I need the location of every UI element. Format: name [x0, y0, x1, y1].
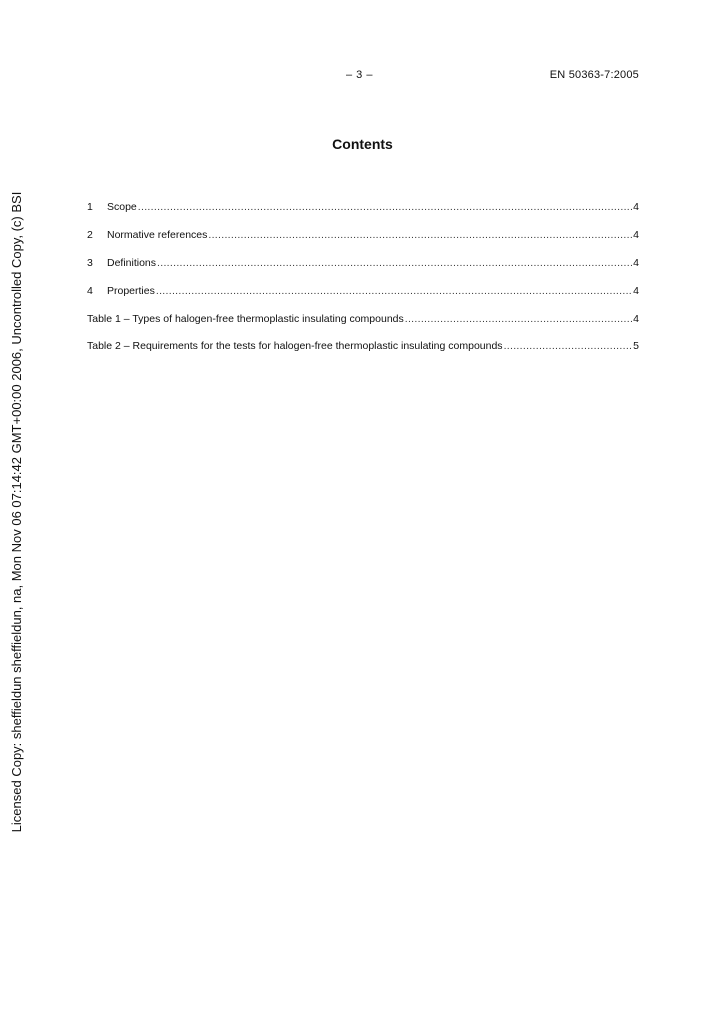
toc-entry-title: Scope [107, 201, 137, 213]
license-watermark: Licensed Copy: sheffieldun sheffieldun, na, Mon Nov 06 07:14:42 GMT+00:00 2006, Uncontrolled Copy, (c) BSI [9, 191, 24, 833]
toc-entry-page: 4 [633, 285, 639, 297]
toc-entry-number: 1 [87, 201, 93, 213]
toc-entry-page: 4 [633, 257, 639, 269]
document-id: EN 50363-7:2005 [549, 69, 639, 81]
dot-leader [138, 200, 632, 214]
dot-leader [405, 312, 632, 326]
toc-entry-number: 4 [87, 285, 93, 297]
toc-entry-title: Definitions [107, 257, 157, 269]
toc-entry-title: Normative references [107, 229, 208, 241]
toc-entry-properties[interactable] [87, 284, 639, 298]
toc-entry-title: Properties [107, 285, 155, 297]
toc-entry-table-1[interactable] [87, 312, 639, 326]
dot-leader [208, 228, 632, 242]
dot-leader [156, 284, 632, 298]
toc-entry-table-2[interactable] [87, 339, 639, 353]
dot-leader [504, 339, 633, 353]
toc-entry-page: 4 [633, 313, 639, 325]
toc-entry-number: 2 [87, 229, 93, 241]
page-number: – 3 – [346, 69, 373, 81]
toc-entry-page: 5 [633, 340, 639, 352]
toc-entry-title: Table 1 – Types of halogen-free thermoplastic insulating compounds [87, 313, 404, 325]
toc-entry-scope[interactable] [87, 200, 639, 214]
dot-leader [157, 256, 632, 270]
toc-entry-page: 4 [633, 201, 639, 213]
table-of-contents [87, 200, 639, 366]
toc-entry-normative-references[interactable] [87, 228, 639, 242]
toc-entry-definitions[interactable] [87, 256, 639, 270]
toc-entry-page: 4 [633, 229, 639, 241]
contents-heading: Contents [332, 136, 393, 152]
toc-entry-title: Table 2 – Requirements for the tests for halogen-free thermoplastic insulating compounds [87, 340, 503, 352]
toc-entry-number: 3 [87, 257, 93, 269]
